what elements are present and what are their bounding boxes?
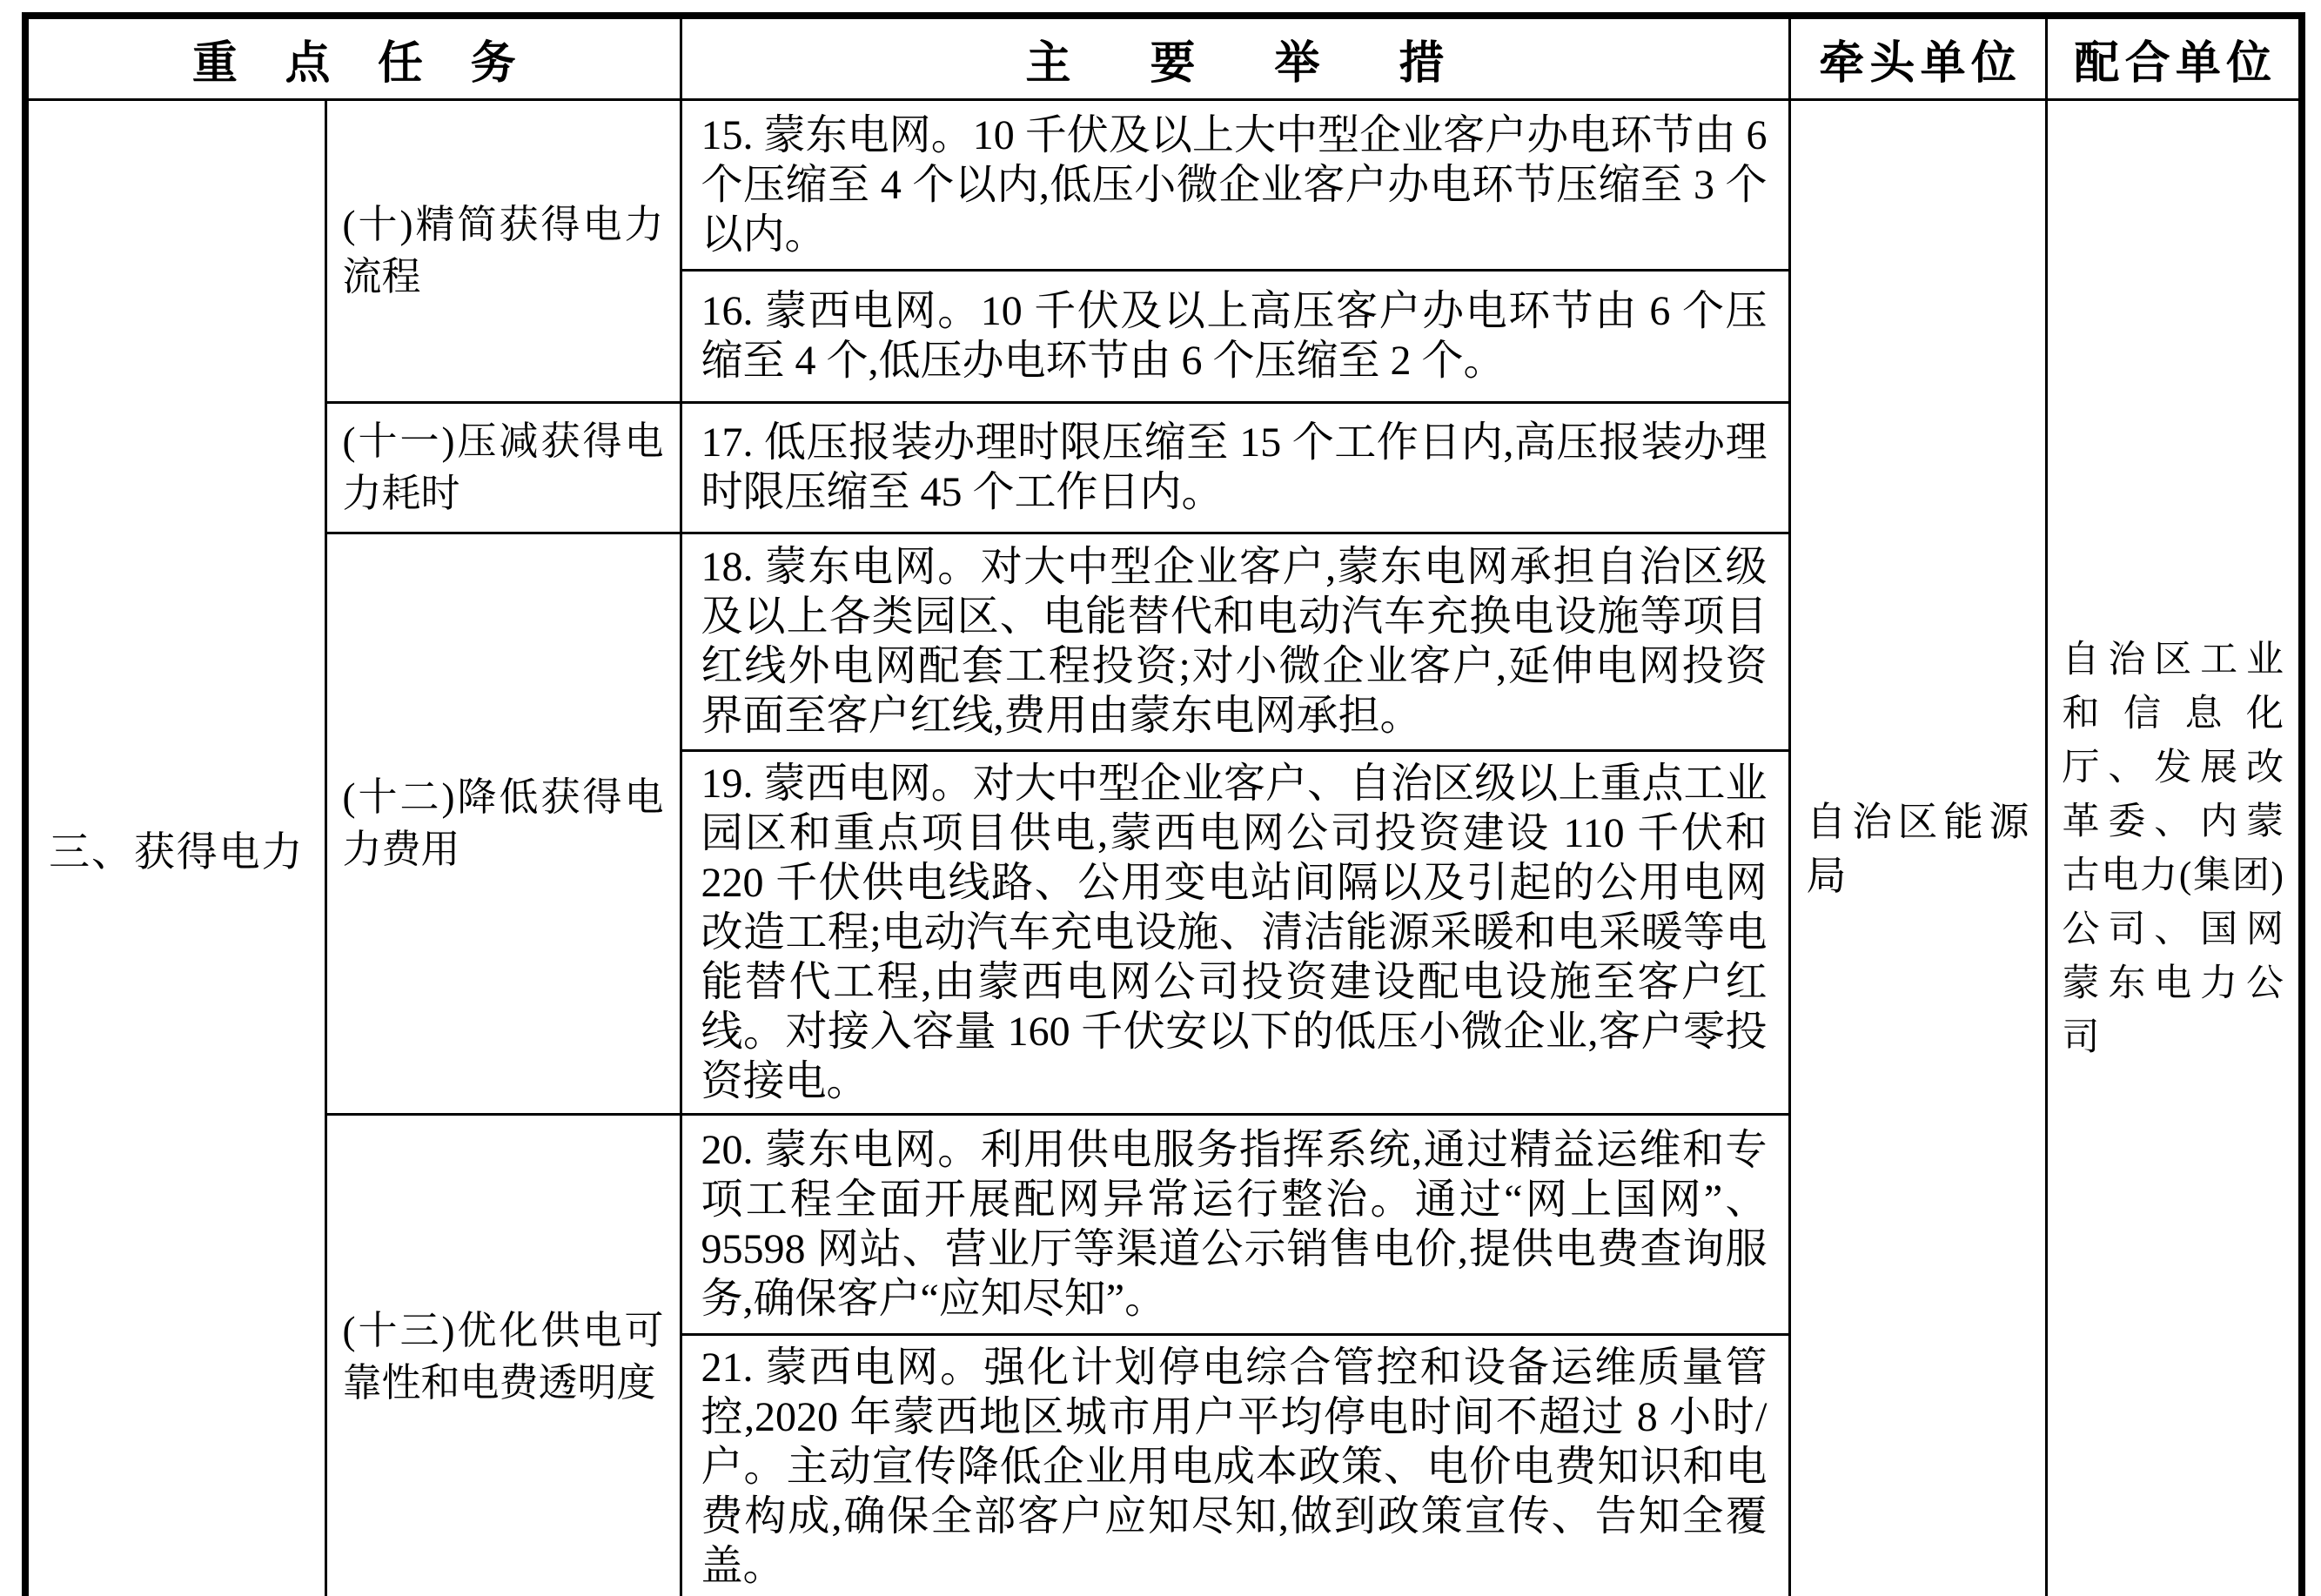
table-body [25,99,2302,1596]
task-group-13-cell: (十三)优化供电可靠性和电费透明度 [325,1114,681,1596]
table-header [25,16,2302,99]
measure-18-cell: 18. 蒙东电网。对大中型企业客户,蒙东电网承担自治区级及以上各类园区、电能替代和电动汽车充换电设施等项目红线外电网配套工程投资;对小微企业客户,延伸电网投资界面至客户红线,费用由蒙东电网承担。 [681,533,1789,750]
header-key-tasks: 重点任务 [25,16,681,99]
task-group-11-cell: (十一)压减获得电力耗时 [325,402,681,533]
header-cooperating-unit: 配合单位 [2046,16,2302,99]
measure-17-cell: 17. 低压报装办理时限压缩至 15 个工作日内,高压报装办理时限压缩至 45 个工作日内。 [681,402,1789,533]
task-group-10-cell: (十)精简获得电力流程 [325,99,681,402]
header-row [25,16,2302,99]
cooperating-unit-cell: 自治区工业和信息化厅、发展改革委、内蒙古电力(集团)公司、国网蒙东电力公司 [2046,99,2302,1596]
category-cell: 三、获得电力 [25,99,325,1596]
header-main-measures: 主要举措 [681,16,1789,99]
header-lead-unit: 牵头单位 [1789,16,2046,99]
measure-19-cell: 19. 蒙西电网。对大中型企业客户、自治区级以上重点工业园区和重点项目供电,蒙西电网公司投资建设 110 千伏和 220 千伏供电线路、公用变电站间隔以及引起的公用电网改造工程;电动汽车充电设施、清洁能源采暖和电采暖等电能替代工程,由蒙西电网公司投资建设配电设施至客户红线。对接入容量 160 千伏安以下的低压小微企业,客户零投资接电。 [681,750,1789,1114]
task-group-12-cell: (十二)降低获得电力费用 [325,533,681,1114]
key-tasks-table [22,12,2305,1596]
measure-15-cell: 15. 蒙东电网。10 千伏及以上大中型企业客户办电环节由 6 个压缩至 4 个以内,低压小微企业客户办电环节压缩至 3 个以内。 [681,99,1789,270]
measure-21-cell: 21. 蒙西电网。强化计划停电综合管控和设备运维质量管控,2020 年蒙西地区城市用户平均停电时间不超过 8 小时/户。主动宣传降低企业用电成本政策、电价电费知识和电费构成,确保全部客户应知尽知,做到政策宣传、告知全覆盖。 [681,1334,1789,1596]
measure-16-cell: 16. 蒙西电网。10 千伏及以上高压客户办电环节由 6 个压缩至 4 个,低压办电环节由 6 个压缩至 2 个。 [681,270,1789,402]
measure-20-cell: 20. 蒙东电网。利用供电服务指挥系统,通过精益运维和专项工程全面开展配网异常运行整治。通过“网上国网”、95598 网站、营业厅等渠道公示销售电价,提供电费查询服务,确保客户“应知尽知”。 [681,1114,1789,1334]
lead-unit-cell: 自治区能源局 [1789,99,2046,1596]
table-row-measure-15 [25,99,2302,270]
